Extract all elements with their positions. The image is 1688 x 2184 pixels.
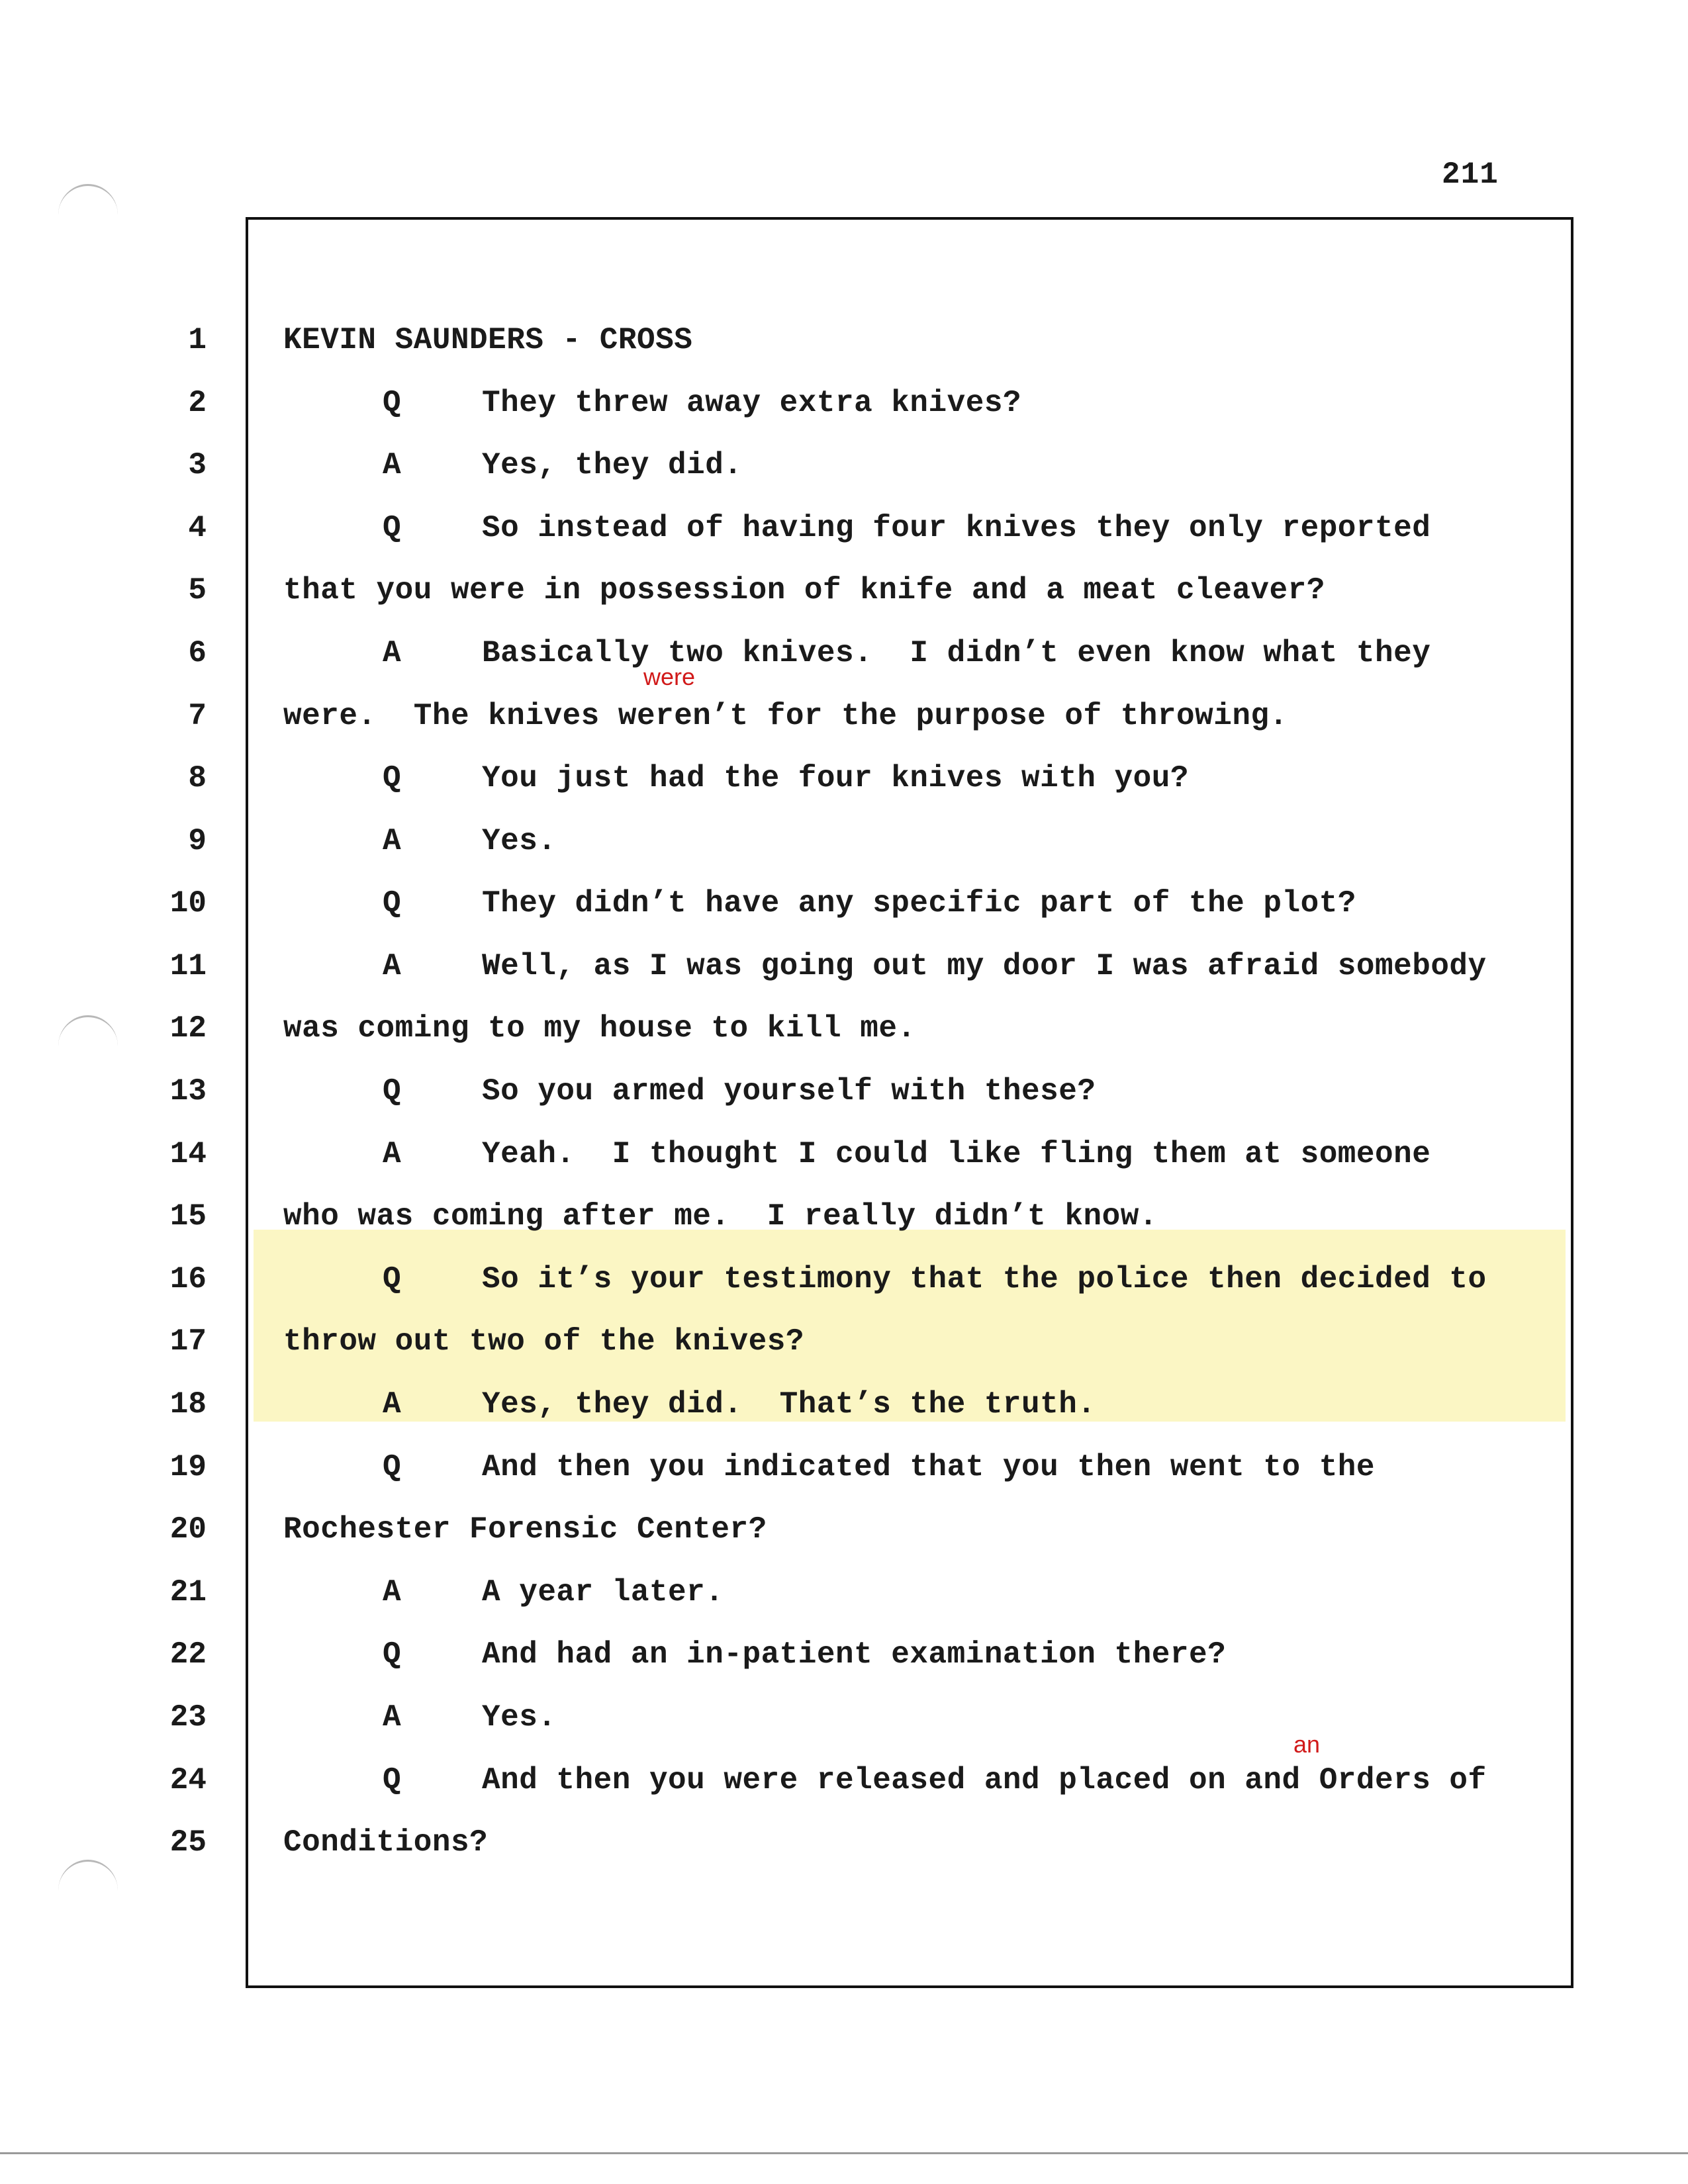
line-number: 25 — [169, 1825, 207, 1860]
line-number: 15 — [169, 1199, 207, 1234]
transcript-line — [0, 1813, 1688, 1873]
transcript-line — [0, 374, 1688, 433]
line-text: Yeah. I thought I could like fling them at someone — [482, 1137, 1431, 1171]
line-number: 4 — [188, 511, 207, 545]
line-number: 24 — [169, 1763, 207, 1797]
speaker-label: A — [383, 1700, 401, 1735]
line-text: You just had the four knives with you? — [482, 761, 1189, 796]
line-text: Conditions? — [283, 1825, 489, 1860]
line-text: Yes, they did. That’s the truth. — [482, 1387, 1096, 1422]
transcript-line — [0, 1312, 1688, 1372]
line-text: Well, as I was going out my door I was afraid somebody — [482, 949, 1487, 983]
line-number: 14 — [169, 1137, 207, 1171]
speaker-label: A — [383, 1575, 401, 1610]
transcript-line — [0, 1500, 1688, 1560]
speaker-label: A — [383, 1387, 401, 1422]
line-number: 16 — [169, 1262, 207, 1297]
line-text: So instead of having four knives they only reported — [482, 511, 1431, 545]
line-text: A year later. — [482, 1575, 724, 1610]
transcript-line — [0, 999, 1688, 1059]
transcript-line — [0, 499, 1688, 559]
page-number: 211 — [1442, 158, 1499, 192]
line-number: 1 — [188, 323, 207, 357]
transcript-line — [0, 812, 1688, 872]
transcript-line — [0, 687, 1688, 747]
line-text: They threw away extra knives? — [482, 386, 1022, 420]
line-text: Yes. — [482, 824, 557, 858]
binder-hole-top — [58, 184, 118, 246]
line-text: So you armed yourself with these? — [482, 1074, 1096, 1109]
line-number: 19 — [169, 1450, 207, 1484]
line-text: So it’s your testimony that the police then decided to — [482, 1262, 1487, 1297]
handwritten-correction-were: were — [643, 663, 696, 690]
transcript-line — [0, 1438, 1688, 1498]
line-number: 6 — [188, 636, 207, 670]
speaker-label: Q — [383, 761, 401, 796]
speaker-label: Q — [383, 1637, 401, 1672]
line-number: 20 — [169, 1512, 207, 1547]
speaker-label: A — [383, 636, 401, 670]
transcript-line — [0, 874, 1688, 934]
speaker-label: Q — [383, 1074, 401, 1109]
line-text: throw out two of the knives? — [283, 1324, 804, 1359]
line-text: Basically two knives. I didn’t even know what they — [482, 636, 1431, 670]
line-number: 21 — [169, 1575, 207, 1610]
transcript-line — [0, 1688, 1688, 1748]
line-number: 11 — [169, 949, 207, 983]
transcript-line — [0, 749, 1688, 809]
line-number: 18 — [169, 1387, 207, 1422]
transcript-line — [0, 1187, 1688, 1247]
transcript-line — [0, 436, 1688, 496]
handwritten-correction-an: an — [1293, 1731, 1321, 1758]
line-number: 17 — [169, 1324, 207, 1359]
line-text: And then you were released and placed on and Orders of — [482, 1763, 1487, 1797]
line-text: Yes. — [482, 1700, 557, 1735]
transcript-line — [0, 1250, 1688, 1310]
speaker-label: Q — [383, 1262, 401, 1297]
line-number: 3 — [188, 448, 207, 482]
line-number: 5 — [188, 573, 207, 608]
speaker-label: Q — [383, 386, 401, 420]
line-number: 2 — [188, 386, 207, 420]
speaker-label: Q — [383, 511, 401, 545]
line-number: 10 — [169, 886, 207, 921]
transcript-line — [0, 311, 1688, 371]
transcript-line — [0, 1563, 1688, 1623]
line-text: And had an in-patient examination there? — [482, 1637, 1227, 1672]
transcript-line — [0, 937, 1688, 997]
line-number: 7 — [188, 699, 207, 733]
speaker-label: Q — [383, 1450, 401, 1484]
transcript-line — [0, 1375, 1688, 1435]
line-text: Yes, they did. — [482, 448, 743, 482]
transcript-line — [0, 1125, 1688, 1185]
line-text: were. The knives weren’t for the purpose of throwing. — [283, 699, 1288, 733]
page-bottom-rule — [0, 2152, 1688, 2154]
transcript-line — [0, 1751, 1688, 1811]
line-text: They didn’t have any specific part of the plot? — [482, 886, 1356, 921]
speaker-label: A — [383, 448, 401, 482]
line-number: 9 — [188, 824, 207, 858]
transcript-line — [0, 1062, 1688, 1122]
line-text: And then you indicated that you then went to the — [482, 1450, 1376, 1484]
speaker-label: A — [383, 949, 401, 983]
transcript-line — [0, 561, 1688, 621]
transcript-line — [0, 1625, 1688, 1685]
line-number: 23 — [169, 1700, 207, 1735]
line-number: 13 — [169, 1074, 207, 1109]
speaker-label: Q — [383, 886, 401, 921]
line-number: 22 — [169, 1637, 207, 1672]
line-text: was coming to my house to kill me. — [283, 1011, 916, 1046]
line-text: who was coming after me. I really didn’t know. — [283, 1199, 1158, 1234]
transcript-line — [0, 624, 1688, 684]
line-number: 8 — [188, 761, 207, 796]
speaker-label: A — [383, 824, 401, 858]
speaker-label: A — [383, 1137, 401, 1171]
line-text: Rochester Forensic Center? — [283, 1512, 767, 1547]
line-number: 12 — [169, 1011, 207, 1046]
line-text: KEVIN SAUNDERS - CROSS — [283, 323, 693, 357]
speaker-label: Q — [383, 1763, 401, 1797]
line-text: that you were in possession of knife and a meat cleaver? — [283, 573, 1325, 608]
